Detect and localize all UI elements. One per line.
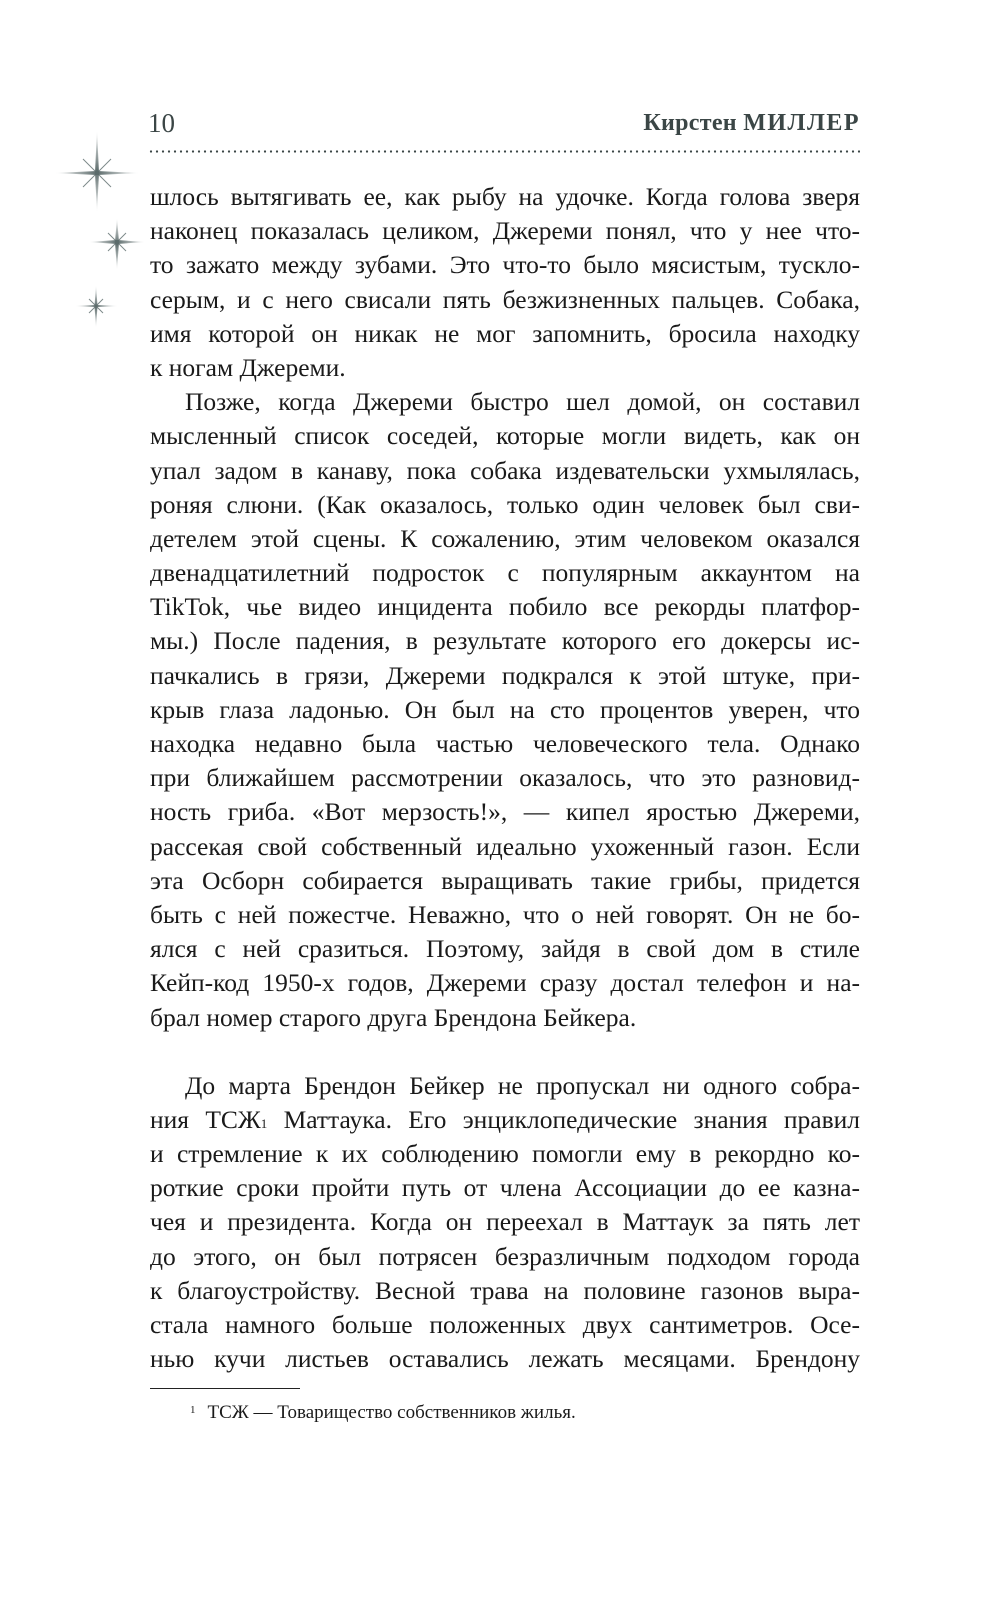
small-star-icon [75, 285, 118, 328]
text-line: детелем этой сцены. К сожалению, этим человеком оказался [150, 523, 860, 553]
page-number: 10 [148, 108, 175, 138]
running-header [148, 108, 860, 144]
dotted-divider [148, 150, 860, 153]
text-line: стала намного больше положенных двух сантиметров. Осе- [150, 1310, 860, 1339]
section-break [150, 1035, 860, 1069]
sparkle-stars-icon [55, 130, 145, 330]
text-line: быть с ней пожестче. Неважно, что о ней говорят. Он не бо- [150, 899, 860, 929]
text-line: Кейп-код 1950-х годов, Джереми сразу достал телефон и на- [150, 968, 860, 998]
large-star-icon [55, 130, 139, 212]
author-first-name: Кирстен [643, 110, 737, 136]
author-last-name: МИЛЛЕР [743, 110, 860, 136]
text-line: эта Осборн собирается выращивать такие грибы, придется [150, 865, 860, 895]
text-line: к ногам Джереми. [150, 352, 346, 382]
paragraph-continued [150, 180, 860, 385]
paragraph [150, 385, 860, 1035]
text-line: чея и президента. Когда он переехал в Маттаук за пять лет [150, 1207, 860, 1237]
footnote-ref[interactable]: 1 [260, 1115, 268, 1131]
medium-star-icon [89, 218, 145, 270]
text-line: брал номер старого друга Брендона Бейкера. [150, 1002, 637, 1032]
body-text [150, 180, 860, 1376]
text-line: TikTok, чье видео инцидента побило все рекорды платфор- [150, 592, 860, 622]
text-line: Позже, когда Джереми быстро шел домой, он составил [185, 387, 860, 417]
text-line: мысленный список соседей, которые могли видеть, как он [150, 421, 860, 451]
text-line: двенадцатилетний подросток с популярным аккаунтом на [150, 558, 860, 588]
text-line: нью кучи листьев оставались лежать месяцами. Брендону [150, 1344, 860, 1374]
text-line: то зажато между зубами. Это что-то было мясистым, тускло- [150, 250, 860, 280]
text-fragment: ния ТСЖ [150, 1104, 261, 1134]
footnote-text: ТСЖ — Товарищество собственников жилья. [207, 1402, 576, 1423]
text-line: до этого, он был потрясен безразличным подходом города [150, 1241, 860, 1271]
text-line: шлось вытягивать ее, как рыбу на удочке. Когда голова зверя [150, 182, 860, 211]
text-line [150, 1103, 860, 1137]
footnote [190, 1402, 576, 1424]
footnote-rule [150, 1388, 300, 1389]
text-line: ность гриба. «Вот мерзость!», — кипел яростью Джереми, [150, 797, 860, 827]
text-line: ялся с ней сразиться. Поэтому, зайдя в свой дом в стиле [150, 934, 860, 964]
text-fragment: Маттаука. Его энциклопедические знания правил [267, 1104, 860, 1134]
footnote-marker: 1 [190, 1404, 196, 1416]
text-line: и стремление к их соблюдению помогли ему в рекордно ко- [150, 1139, 860, 1169]
text-line: крыв глаза ладонью. Он был на сто процентов уверен, что [150, 694, 860, 724]
text-line: при ближайшем рассмотрении оказалось, что это разновид- [150, 763, 860, 793]
text-line: рассекая свой собственный идеально ухоженный газон. Если [150, 831, 860, 861]
text-line: упал задом в канаву, пока собака издевательски ухмылялась, [150, 455, 860, 485]
text-line: наконец показалась целиком, Джереми понял, что у нее что- [150, 216, 860, 246]
text-line: роняя слюни. (Как оказалось, только один человек был сви- [150, 489, 860, 519]
paragraph [150, 1069, 860, 1377]
text-line: До марта Брендон Бейкер не пропускал ни одного собра- [185, 1070, 860, 1100]
text-line: к благоустройству. Весной трава на половине газонов выра- [150, 1275, 860, 1305]
text-line: пачкались в грязи, Джереми подкрался к этой штуке, при- [150, 660, 860, 690]
text-line: мы.) После падения, в результате которого его докерсы ис- [150, 626, 860, 656]
text-line: находка недавно была частью человеческого тела. Однако [150, 729, 860, 758]
author-name [643, 110, 860, 137]
text-line: серым, и с него свисали пять безжизненных пальцев. Собака, [150, 284, 860, 314]
text-line: имя которой он никак не мог запомнить, бросила находку [150, 318, 860, 348]
text-line: роткие сроки пройти путь от члена Ассоциации до ее казна- [150, 1173, 860, 1203]
